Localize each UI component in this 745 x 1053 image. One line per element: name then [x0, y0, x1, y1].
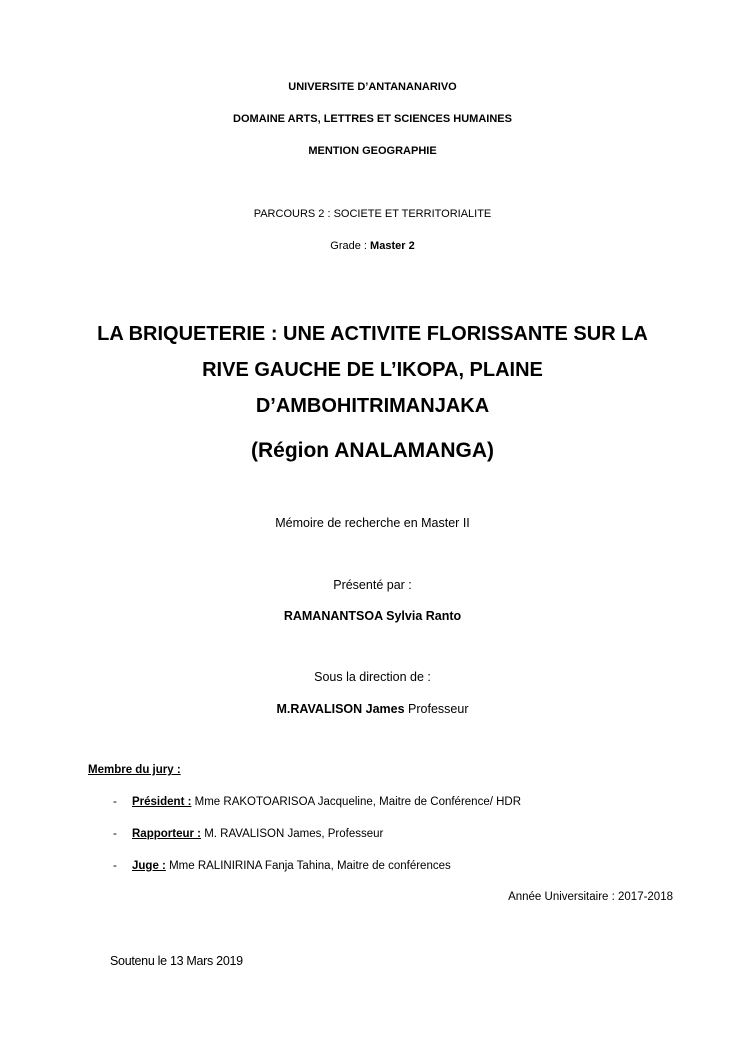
domain-name: DOMAINE ARTS, LETTRES ET SCIENCES HUMAINES	[233, 113, 512, 125]
jury-detail: Mme RAKOTOARISOA Jacqueline, Maitre de Conférence/ HDR	[191, 796, 522, 808]
jury-dash-2: -	[113, 828, 117, 840]
title-line-3: D’AMBOHITRIMANJAKA	[255, 395, 490, 417]
title-line-1: LA BRIQUETERIE : UNE ACTIVITE FLORISSANTE SUR LA	[97, 323, 648, 345]
jury-member-juge	[132, 860, 451, 872]
jury-heading: Membre du jury :	[88, 764, 181, 776]
mention-name: MENTION GEOGRAPHIE	[308, 145, 437, 157]
jury-role: Rapporteur :	[132, 828, 201, 840]
grade	[0, 240, 745, 252]
director-name: M.RAVALISON James	[276, 702, 405, 716]
jury-role: Président :	[132, 796, 192, 808]
region-title: (Région ANALAMANGA)	[250, 439, 495, 462]
memoire-type: Mémoire de recherche en Master II	[275, 516, 470, 530]
direction-label: Sous la direction de :	[314, 670, 431, 684]
director-title: Professeur	[404, 702, 469, 716]
jury-role: Juge :	[132, 860, 166, 872]
title-line-2: RIVE GAUCHE DE L’IKOPA, PLAINE	[202, 359, 543, 381]
jury-member-president	[132, 796, 521, 808]
jury-member-rapporteur	[132, 828, 383, 840]
presented-label: Présenté par :	[333, 578, 412, 592]
director	[0, 702, 745, 716]
university-name: UNIVERSITE D’ANTANANARIVO	[288, 81, 457, 93]
jury-detail: M. RAVALISON James, Professeur	[201, 828, 384, 840]
defense-date: Soutenu le 13 Mars 2019	[110, 954, 243, 968]
grade-label: Grade :	[330, 240, 371, 252]
jury-detail: Mme RALINIRINA Fanja Tahina, Maitre de conférences	[165, 860, 451, 872]
jury-dash-3: -	[113, 860, 117, 872]
academic-year: Année Universitaire : 2017-2018	[508, 891, 673, 903]
author-name: RAMANANTSOA Sylvia Ranto	[283, 609, 462, 623]
parcours: PARCOURS 2 : SOCIETE ET TERRITORIALITE	[253, 208, 492, 220]
grade-value: Master 2	[370, 240, 415, 252]
jury-dash-1: -	[113, 796, 117, 808]
